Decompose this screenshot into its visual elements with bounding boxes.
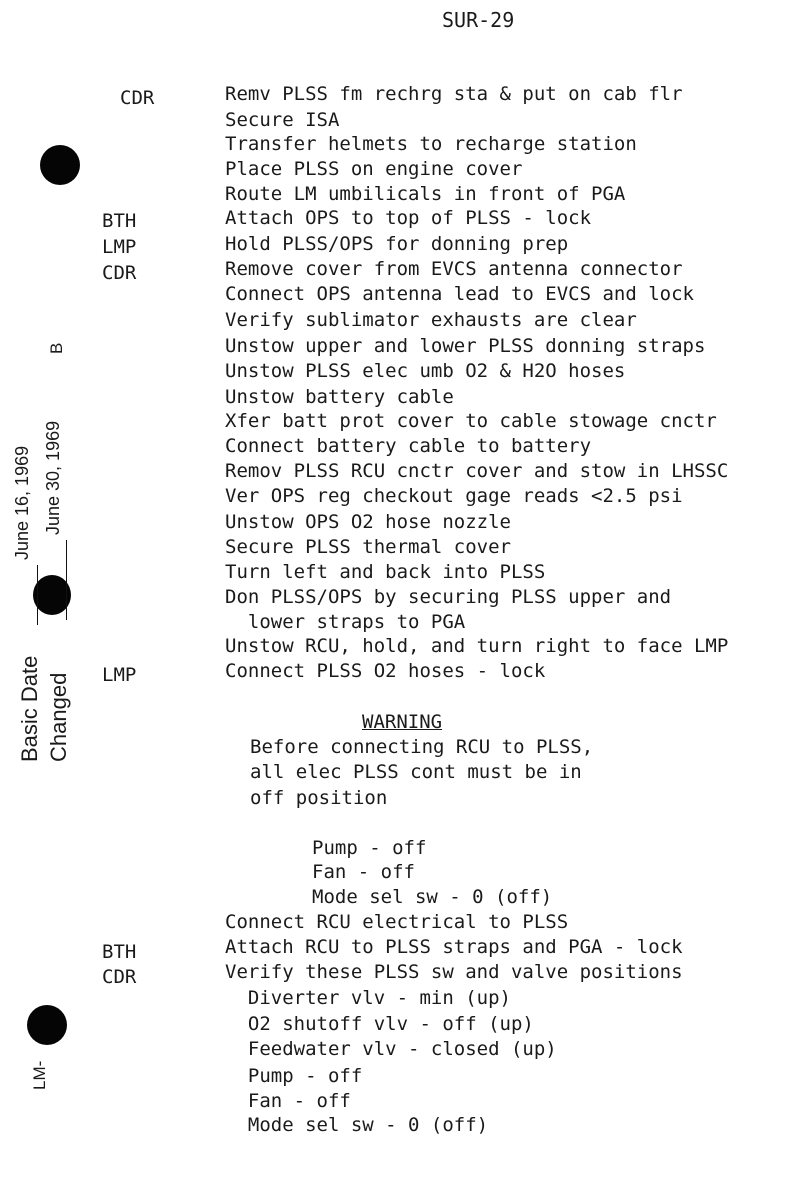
step-text: Mode sel sw - 0 (off) xyxy=(225,1114,489,1136)
warning-item: Fan - off xyxy=(312,861,415,883)
step-text: Secure ISA xyxy=(225,109,340,131)
step-role: LMP xyxy=(102,236,137,258)
changed-label: Changed xyxy=(46,672,71,762)
step-text: Pump - off xyxy=(225,1065,363,1087)
step-text: Remv PLSS fm rechrg sta & put on cab flr xyxy=(225,83,683,105)
step-role: LMP xyxy=(102,664,137,686)
step-role: BTH xyxy=(102,941,137,963)
step-text: Attach RCU to PLSS straps and PGA - lock xyxy=(225,936,683,958)
warning-line: all elec PLSS cont must be in xyxy=(250,761,582,783)
step-text: Unstow upper and lower PLSS donning straps xyxy=(225,335,706,357)
step-text: Connect PLSS O2 hoses - lock xyxy=(225,660,546,682)
step-text: Turn left and back into PLSS xyxy=(225,561,546,583)
change-mark: B xyxy=(47,342,66,354)
step-text: Diverter vlv - min (up) xyxy=(225,987,511,1009)
step-text: Ver OPS reg checkout gage reads <2.5 psi xyxy=(225,485,683,507)
step-text: Unstow PLSS elec umb O2 & H2O hoses xyxy=(225,360,626,382)
step-text: Fan - off xyxy=(225,1090,351,1112)
basic-date-value: June 16, 1969 xyxy=(12,445,32,560)
warning-line: Before connecting RCU to PLSS, xyxy=(250,736,594,758)
step-text: Unstow battery cable xyxy=(225,386,454,408)
step-text: Don PLSS/OPS by securing PLSS upper and xyxy=(225,586,672,608)
step-text: Secure PLSS thermal cover xyxy=(225,536,511,558)
step-role: BTH xyxy=(102,210,137,232)
step-text: Verify sublimator exhausts are clear xyxy=(225,309,637,331)
step-text: Xfer batt prot cover to cable stowage cnctr xyxy=(225,410,717,432)
changed-underline xyxy=(66,540,67,620)
doc-code: LM- xyxy=(30,1060,49,1090)
warning-item: Pump - off xyxy=(312,837,427,859)
step-text: Connect OPS antenna lead to EVCS and lock xyxy=(225,283,694,305)
step-text: Connect RCU electrical to PLSS xyxy=(225,911,569,933)
basic-date-label: Basic Date xyxy=(17,655,42,762)
page-id: SUR-29 xyxy=(442,8,515,32)
step-text: Transfer helmets to recharge station xyxy=(225,133,637,155)
step-role: CDR xyxy=(120,87,155,109)
binder-hole-top xyxy=(40,145,80,185)
step-text: Remove cover from EVCS antenna connector xyxy=(225,258,683,280)
step-text: Attach OPS to top of PLSS - lock xyxy=(225,207,592,229)
step-text: Connect battery cable to battery xyxy=(225,435,592,457)
warning-line: off position xyxy=(250,787,388,809)
step-text: O2 shutoff vlv - off (up) xyxy=(225,1013,534,1035)
basic-date-underline xyxy=(37,565,38,625)
warning-item: Mode sel sw - 0 (off) xyxy=(312,886,553,908)
step-text: lower straps to PGA xyxy=(225,611,466,633)
changed-date-value: June 30, 1969 xyxy=(43,420,63,535)
step-text: Verify these PLSS sw and valve positions xyxy=(225,961,683,983)
step-text: Unstow OPS O2 hose nozzle xyxy=(225,511,511,533)
warning-title: WARNING xyxy=(362,711,443,733)
step-text: Place PLSS on engine cover xyxy=(225,158,523,180)
step-text: Feedwater vlv - closed (up) xyxy=(225,1038,557,1060)
step-text: Route LM umbilicals in front of PGA xyxy=(225,183,626,205)
step-text: Remov PLSS RCU cnctr cover and stow in LHSSC xyxy=(225,460,729,482)
step-text: Unstow RCU, hold, and turn right to face LMP xyxy=(225,635,729,657)
step-role: CDR xyxy=(102,966,137,988)
step-text: Hold PLSS/OPS for donning prep xyxy=(225,233,569,255)
binder-hole-bottom xyxy=(27,1005,67,1045)
step-role: CDR xyxy=(102,262,137,284)
